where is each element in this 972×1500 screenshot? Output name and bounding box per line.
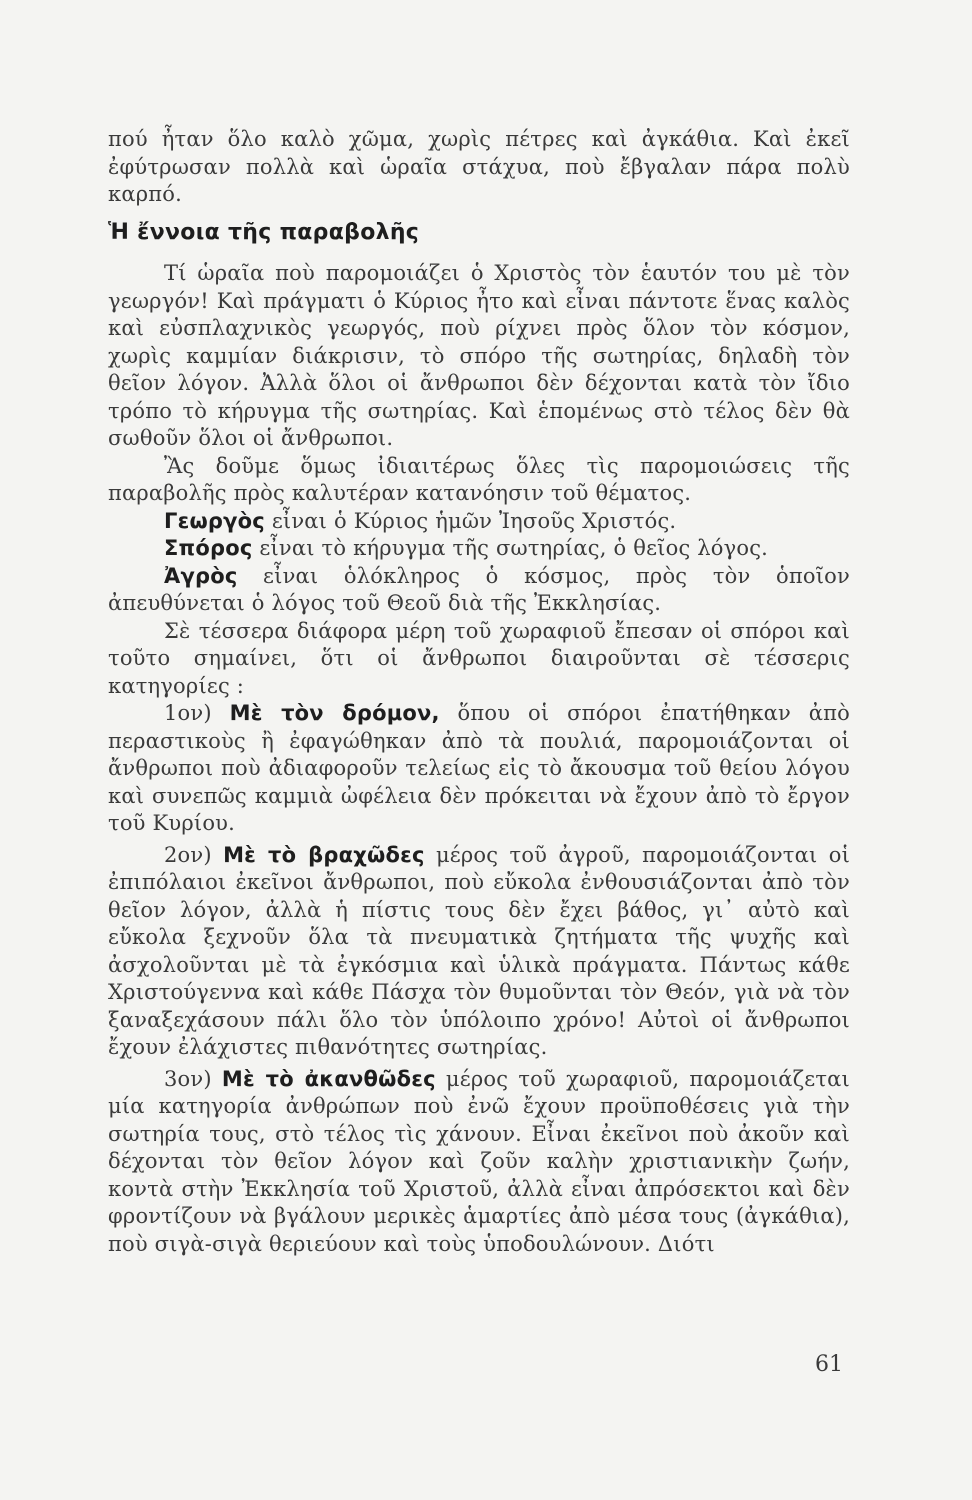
category-2-text: μέρος τοῦ ἀγροῦ, παρομοιάζονται οἱ ἐπιπόλαιοι ἐκεῖνοι ἄνθρωποι, ποὺ εὔκολα ἐνθουσιάζονται ἀπὸ τὸν θεῖον λόγον, ἀλλὰ ἡ πίστις τους δὲν ἔχει βάθος, γι᾽ αὐτὸ καὶ εὔκολα ξεχνοῦν ὅλα τὰ πνευματικὰ ζητήματα τῆς ψυχῆς καὶ ἀσχολοῦνται μὲ τὰ ἐγκόσμια καὶ ὑλικὰ πράγματα. Πάντως κάθε Χριστούγεννα καὶ κάθε Πάσχα τὸν θυμοῦνται τὸν Θεόν, γιὰ νὰ τὸν ξαναξεχάσουν πάλι ὅλο τὸν ὑπόλοιπο χρόνο! Αὐτοὶ οἱ ἄνθρωποι ἔχουν ἐλάχιστες πιθανότητες σωτηρίας.: [108, 842, 851, 1059]
category-1-text: ὅπου οἱ σπόροι ἐπατήθηκαν ἀπὸ περαστικοὺς ἢ ἐφαγώθηκαν ἀπὸ τὰ πουλιά, παρομοιάζονται οἱ ἄνθρωποι ποὺ ἀδιαφοροῦν τελείως εἰς τὸ ἄκουσμα τοῦ θείου λόγου καὶ συνεπῶς καμμιὰ ὠφέλεια δὲν πρόκειται νὰ ἔχουν ἀπὸ τὸ ἔργον τοῦ Κυρίου.: [108, 701, 850, 835]
body-text: [108, 126, 850, 1258]
paragraph-intro: πού ἦταν ὅλο καλὸ χῶμα, χωρὶς πέτρες καὶ ἀγκάθια. Καὶ ἐκεῖ ἐφύτρωσαν πολλὰ καὶ ὡραῖα στάχυα, ποὺ ἔβγαλαν πάρα πολὺ καρπό.: [108, 127, 850, 206]
category-1-term: Μὲ τὸν δρόμον,: [229, 701, 440, 725]
definition-field-text: εἶναι ὁλόκληρος ὁ κόσμος, πρὸς τὸν ὁποῖον ἀπευθύνεται ὁ λόγος τοῦ Θεοῦ διὰ τῆς Ἐκκλησίας.: [108, 563, 850, 615]
paragraph-meaning: Τί ὡραῖα ποὺ παρομοιάζει ὁ Χριστὸς τὸν ἑαυτόν του μὲ τὸν γεωργόν! Καὶ πράγματι ὁ Κύριος ἦτο καὶ εἶναι πάντοτε ἕνας καλὸς καὶ εὐσπλαχνικὸς γεωργός, ποὺ ρίχνει πρὸς ὅλον τὸν κόσμον, χωρὶς καμμίαν διάκρισιν, τὸ σπόρο τῆς σωτηρίας, δηλαδὴ τὸν θεῖον λόγον. Ἀλλὰ ὅλοι οἱ ἄνθρωποι δὲν δέχονται κατὰ τὸν ἴδιο τρόπο τὸ κήρυγμα τῆς σωτηρίας. Καὶ ἑπομένως στὸ τέλος δὲν θὰ σωθοῦν ὅλοι οἱ ἄνθρωποι.: [108, 261, 850, 450]
term-field: Ἀγρὸς: [164, 563, 238, 588]
category-2-number: 2ον): [164, 842, 224, 867]
page-number: 61: [815, 1352, 843, 1377]
section-heading: Ἡ ἔννοια τῆς παραβολῆς: [108, 219, 420, 245]
category-2-term: Μὲ τὸ βραχῶδες: [223, 842, 425, 867]
definition-farmer: [108, 508, 850, 536]
category-2: [108, 842, 850, 1062]
definition-field: [108, 563, 850, 618]
paragraph-categories: Σὲ τέσσερα διάφορα μέρη τοῦ χωραφιοῦ ἔπεσαν οἱ σπόροι καὶ τοῦτο σημαίνει, ὅτι οἱ ἄνθρωποι διαιροῦνται σὲ τέσσερις κατηγορίες :: [108, 618, 850, 698]
definition-seed: [108, 535, 850, 563]
paragraph-comparisons: Ἂς δοῦμε ὅμως ἰδιαιτέρως ὅλες τὶς παρομοιώσεις τῆς παραβολῆς πρὸς καλυτέραν κατανόησιν τοῦ θέματος.: [108, 453, 850, 505]
category-1: [108, 700, 850, 838]
term-seed: Σπόρος: [164, 536, 253, 560]
category-3-term: Μὲ τὸ ἀκανθῶδες: [221, 1066, 436, 1091]
definition-seed-text: εἶναι τὸ κήρυγμα τῆς σωτηρίας, ὁ θεῖος λόγος.: [252, 536, 769, 560]
definition-farmer-text: εἶναι ὁ Κύριος ἡμῶν Ἰησοῦς Χριστός.: [264, 508, 677, 533]
category-3-text: μέρος τοῦ χωραφιοῦ, παρομοιάζεται μία κατηγορία ἀνθρώπων ποὺ ἐνῶ ἔχουν προϋποθέσεις γιὰ τὴν σωτηρία τους, στὸ τέλος τὶς χάνουν. Εἶναι ἐκεῖνοι ποὺ ἀκοῦν καὶ δέχονται τὸν θεῖον λόγον καὶ ζοῦν καλὴν χριστιανικὴν ζωήν, κοντὰ στὴν Ἐκκλησία τοῦ Χριστοῦ, ἀλλὰ εἶναι ἀπρόσεκτοι καὶ δὲν φροντίζουν νὰ βγάλουν μερικὲς ἁμαρτίες ἀπὸ μέσα τους (ἀγκάθια), ποὺ σιγὰ-σιγὰ θεριεύουν καὶ τοὺς ὑποδουλώνουν. Διότι: [108, 1066, 850, 1256]
category-3-number: 3ον): [164, 1066, 222, 1091]
category-3: [108, 1066, 850, 1259]
term-farmer: Γεωργὸς: [164, 508, 265, 533]
category-1-number: 1ον): [164, 701, 230, 725]
